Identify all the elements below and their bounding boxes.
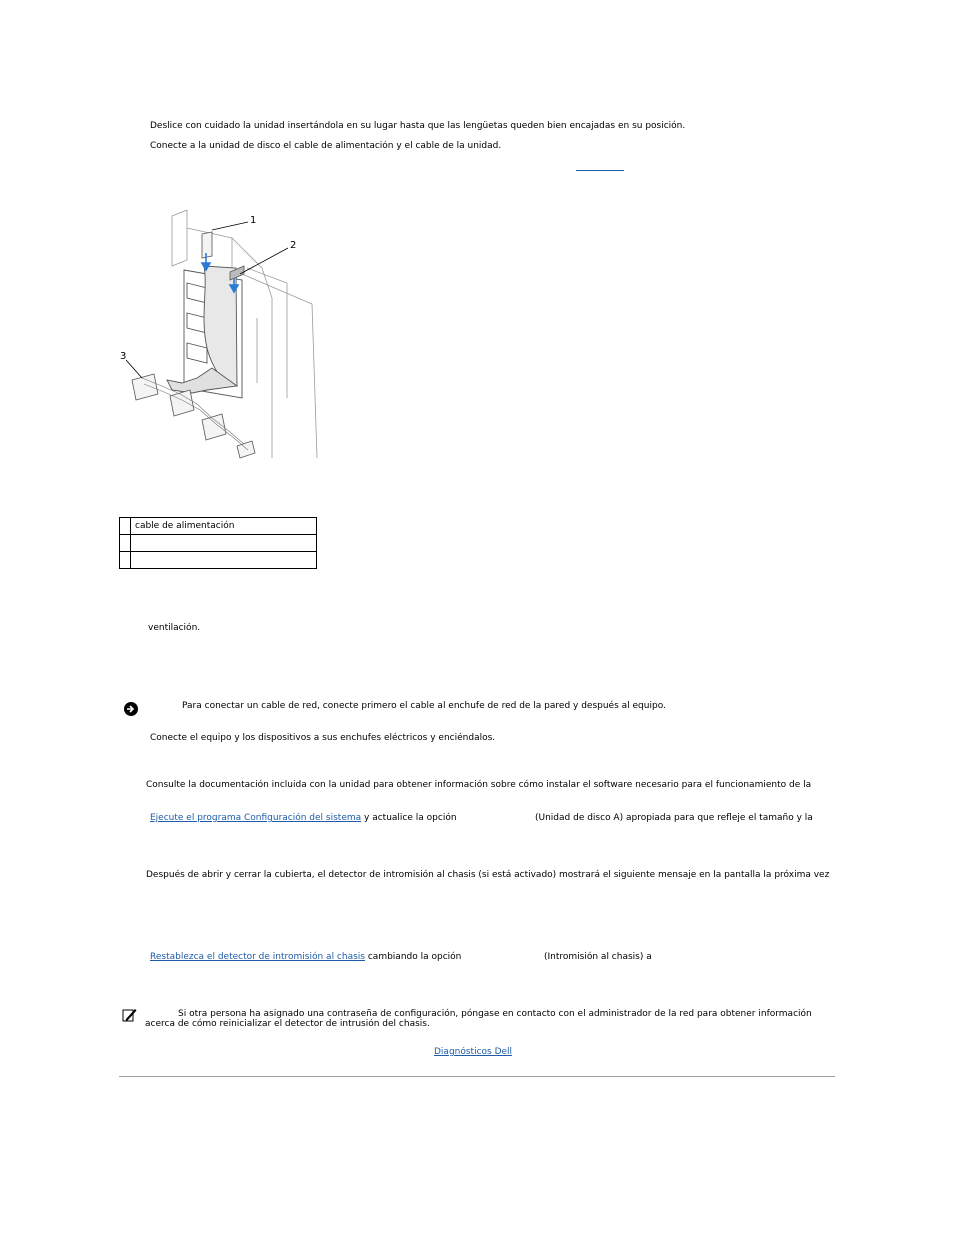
setup-line-text: y actualice la opción <box>364 813 457 823</box>
setup-program-link[interactable]: Ejecute el programa Configuración del sistema <box>150 813 362 823</box>
setup-option-text: (Unidad de disco A) apropiada para que refleje el tamaño y la <box>535 813 813 823</box>
note-text-line-2: acerca de cómo reinicializar el detector de intrusión del chasis. <box>145 1019 430 1029</box>
step-consult-docs: Consulte la documentación incluida con la unidad para obtener información sobre cómo instalar el software necesario para el funcionamiento de la <box>146 780 812 790</box>
table-row <box>120 535 317 552</box>
note-text-line-1: Si otra persona ha asignado una contraseña de configuración, póngase en contacto con el administrador de la red para obtener información <box>178 1009 812 1019</box>
callout-3: 3 <box>120 351 127 362</box>
drive-cable-illustration <box>112 208 327 464</box>
legend-label <box>131 535 317 552</box>
legend-label <box>131 552 317 569</box>
legend-label: cable de alimentación <box>131 518 317 535</box>
step-ventilation: ventilación. <box>148 623 201 633</box>
intrusion-message: Después de abrir y cerrar la cubierta, el detector de intromisión al chasis (si está activado) mostrará el siguiente mensaje en la pantalla la próxima vez <box>146 870 830 880</box>
reset-option-text: (Intromisión al chasis) a <box>544 952 652 962</box>
dell-diagnostics-link-text[interactable]: Diagnósticos Dell <box>434 1047 513 1057</box>
setup-line <box>150 813 457 824</box>
legend-number <box>120 518 131 535</box>
footer-divider <box>119 1076 835 1077</box>
callout-1: 1 <box>250 215 257 226</box>
notice-icon <box>123 701 139 717</box>
callout-2: 2 <box>290 240 297 251</box>
step-connect-cables: Conecte a la unidad de disco el cable de alimentación y el cable de la unidad. <box>150 141 502 151</box>
reset-line <box>150 952 461 963</box>
step-connect-power: Conecte el equipo y los dispositivos a sus enchufes eléctricos y enciéndalos. <box>150 733 496 743</box>
table-row <box>120 552 317 569</box>
step-slide-drive: Deslice con cuidado la unidad insertándola en su lugar hasta que las lengüetas queden bien encajadas en su posición. <box>150 121 686 131</box>
legend-number <box>120 552 131 569</box>
notice-text: Para conectar un cable de red, conecte primero el cable al enchufe de red de la pared y después al equipo. <box>182 701 666 711</box>
note-pencil-icon <box>122 1008 137 1022</box>
table-row <box>120 518 317 535</box>
dell-diagnostics-link[interactable] <box>434 1047 512 1058</box>
reset-intrusion-link[interactable]: Restablezca el detector de intromisión al chasis <box>150 952 365 962</box>
reset-line-text: cambiando la opción <box>367 952 462 962</box>
empty-link-underline[interactable] <box>576 170 624 171</box>
legend-number <box>120 535 131 552</box>
callout-legend-table <box>119 517 317 569</box>
